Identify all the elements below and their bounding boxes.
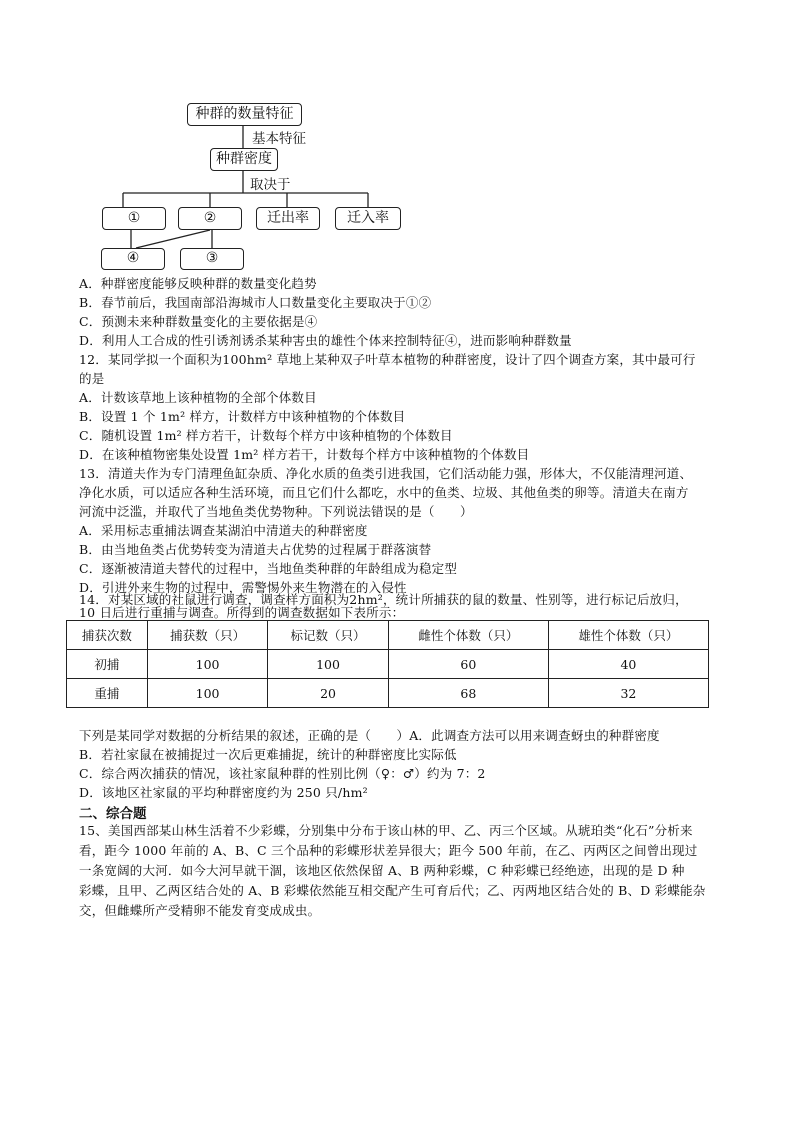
q13-stem-line1: 13．清道夫作为专门清理鱼缸杂质、净化水质的鱼类引进我国，它们活动能力强，形体大，不仅能清理河道、 [79, 466, 693, 481]
section-title-comprehensive: 二、综合题 [79, 806, 147, 822]
q14-option-c: C．综合两次捕获的情况，该社家鼠种群的性别比例（♀：♂）约为 7：2 [79, 766, 486, 781]
q15-line2: 看，距今 1000 年前的 A、B、C 三个品种的彩蝶形状差异很大；距今 500 年前，在乙、丙两区之间曾出现过 [79, 843, 698, 858]
q12-stem-line1: 12．某同学拟一个面积为100hm² 草地上某种双子叶草本植物的种群密度，设计了四个调查方案，其中最可行 [79, 352, 696, 367]
table-header: 捕获次数 [67, 621, 148, 650]
q13-option-d: D．引进外来生物的过程中，需警惕外来生物潜在的入侵性 [79, 580, 407, 595]
table-row [67, 650, 709, 679]
q11-option-d: D．利用人工合成的性引诱剂诱杀某种害虫的雄性个体来控制特征④，进而影响种群数量 [79, 333, 572, 348]
q14-after-table: 下列是某同学对数据的分析结果的叙述，正确的是（ ）A．此调查方法可以用来调查蚜虫的种群密度 [79, 728, 660, 743]
q12-option-b: B．设置 1 个 1m² 样方，计数样方中该种植物的个体数目 [79, 409, 406, 424]
q14-stem-line2: 10 日后进行重捕与调查。所得到的调查数据如下表所示： [79, 605, 405, 620]
table-header: 捕获数（只） [147, 621, 267, 650]
q15-line4: 彩蝶，且甲、乙两区结合处的 A、B 彩蝶依然能互相交配产生可育后代；乙、丙两地区结合处的 B、D 彩蝶能杂 [79, 883, 706, 898]
box-circle-2: ② [178, 207, 242, 230]
q12-option-c: C．随机设置 1m² 样方若干，计数每个样方中该种植物的个体数目 [79, 428, 453, 443]
q15-line3: 一条宽阔的大河．如今大河早就干涸，该地区依然保留 A、B 两种彩蝶，C 种彩蝶已经绝迹，出现的是 D 种 [79, 863, 685, 878]
table-header: 雌性个体数（只） [388, 621, 548, 650]
table-cell: 100 [147, 679, 267, 708]
box-circle-4: ④ [101, 248, 165, 270]
table-cell: 20 [268, 679, 388, 708]
table-cell: 初捕 [67, 650, 148, 679]
box-population-quantity: 种群的数量特征 [187, 103, 302, 126]
concept-diagram [0, 0, 794, 280]
q11-option-b: B．春节前后，我国南部沿海城市人口数量变化主要取决于①② [79, 295, 432, 310]
table-cell: 40 [548, 650, 708, 679]
q15-line5: 交，但雌蝶所产受精卵不能发育变成成虫。 [79, 903, 321, 918]
box-immigration-rate: 迁入率 [335, 207, 401, 230]
box-circle-1: ① [102, 207, 166, 230]
label-basic-feature: 基本特征 [252, 131, 306, 147]
q13-option-c: C．逐渐被清道夫替代的过程中，当地鱼类种群的年龄组成为稳定型 [79, 561, 458, 576]
diagram-connectors [0, 0, 794, 280]
table-cell: 100 [147, 650, 267, 679]
box-population-density: 种群密度 [210, 148, 278, 171]
q14-option-b: B．若社家鼠在被捕捉过一次后更难捕捉，统计的种群密度比实际低 [79, 747, 457, 762]
label-depends-on: 取决于 [250, 177, 291, 193]
q14-option-d: D．该地区社家鼠的平均种群密度约为 250 只/hm² [79, 785, 368, 800]
table-header: 标记数（只） [268, 621, 388, 650]
q14-stem-line1: 14．对某区域的社鼠进行调查，调查样方面积为2hm²，统计所捕获的鼠的数量、性别等，进行标记后放归， [79, 592, 688, 607]
q12-option-d: D．在该种植物密集处设置 1m² 样方若干，计数每个样方中该种植物的个体数目 [79, 447, 530, 462]
box-circle-3: ③ [180, 248, 244, 270]
q13-stem-line2: 净化水质，可以适应各种生活环境，而且它们什么都吃，水中的鱼类、垃圾、其他鱼类的卵等。清道夫在南方 [79, 485, 689, 500]
table-header-row [67, 621, 709, 650]
q13-stem-line3: 河流中泛滥，并取代了当地鱼类优势物种。下列说法错误的是（ ） [79, 504, 473, 519]
q13-option-b: B．由当地鱼类占优势转变为清道夫占优势的过程属于群落演替 [79, 542, 432, 557]
q12-option-a: A．计数该草地上该种植物的全部个体数目 [79, 390, 317, 405]
table-row [67, 679, 709, 708]
table-header: 雄性个体数（只） [548, 621, 708, 650]
q13-option-a: A．采用标志重捕法调查某湖泊中清道夫的种群密度 [79, 523, 368, 538]
q12-stem-line2: 的是 [79, 371, 105, 386]
q15-line1: 15、美国西部某山林生活着不少彩蝶，分别集中分布于该山林的甲、乙、丙三个区域。从琥珀类“化石”分析来 [79, 823, 693, 838]
capture-data-table [66, 620, 709, 708]
table-cell: 32 [548, 679, 708, 708]
box-emigration-rate: 迁出率 [256, 207, 320, 230]
table-cell: 60 [388, 650, 548, 679]
table-cell: 重捕 [67, 679, 148, 708]
table-cell: 100 [268, 650, 388, 679]
q11-option-c: C．预测未来种群数量变化的主要依据是④ [79, 314, 318, 329]
table-cell: 68 [388, 679, 548, 708]
q11-option-a: A．种群密度能够反映种群的数量变化趋势 [79, 276, 317, 291]
